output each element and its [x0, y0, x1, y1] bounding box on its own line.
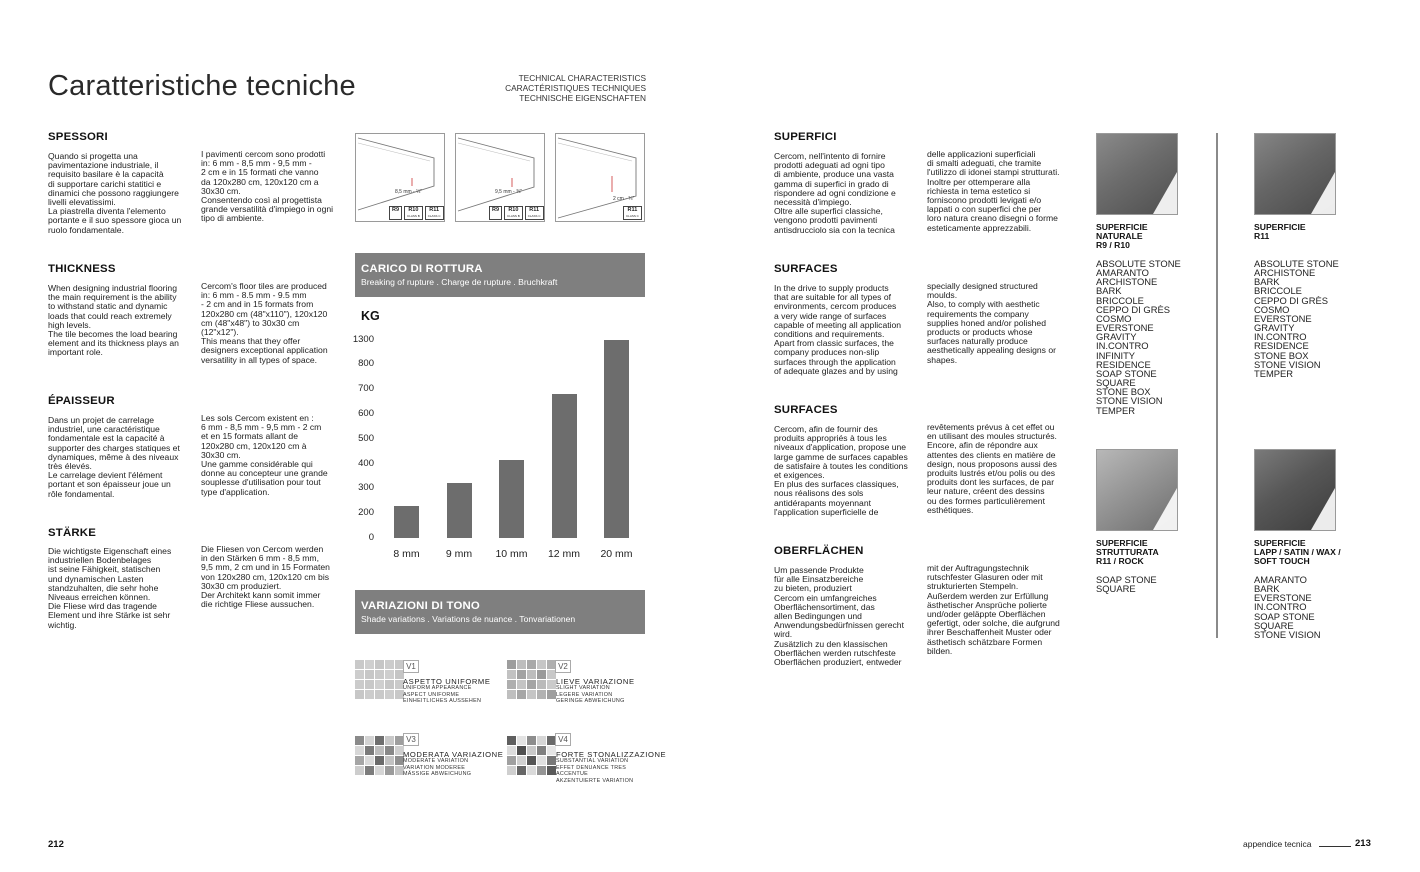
- x-tick-label: 10 mm: [495, 548, 528, 560]
- subtitle-fr: CARACTÉRISTIQUES TECHNIQUES: [505, 83, 646, 93]
- shade-item-title: FORTE STONALIZZAZIONE: [556, 750, 667, 759]
- shade-tile: [365, 690, 374, 699]
- thickness-value: 8,5 mm - ⅓": [395, 189, 423, 195]
- shade-item-v4: [507, 736, 556, 775]
- shade-item-sub: UNIFORM APPEARANCE ASPECT UNIFORME EINHEITLICHES AUSSEHEN: [403, 685, 482, 705]
- surface-product-list: ABSOLUTE STONE ARCHISTONE BARK BRICCOLE CEPPO DI GRÈS COSMO EVERSTONE GRAVITY IN.CONTRO RESIDENCE STONE BOX STONE VISION TEMPER: [1254, 258, 1339, 379]
- shade-tile: [365, 766, 374, 775]
- shade-grid-v1: [355, 660, 404, 699]
- tile-corner-shine: [1097, 134, 1177, 214]
- x-tick-label: 12 mm: [547, 548, 581, 560]
- section-text: delle applicazioni superficiali di smalti adeguati, che tramite l'utilizzo di idonei stampi strutturati. Inoltre per ottemperare alla richiesta in tema estetico si forniscono prodotti levigati e/o lappati o con superfici che per loro natura creano disegni o forme esteticamente apprezzabili.: [927, 149, 1060, 233]
- shade-code: V2: [555, 660, 571, 673]
- shade-tile: [527, 660, 536, 669]
- shade-tile: [527, 766, 536, 775]
- surface-label: SUPERFICIE LAPP / SATIN / WAX / SOFT TOUCH: [1254, 538, 1341, 567]
- surface-swatch-lapp: [1254, 449, 1336, 531]
- page-number-right: 213: [1355, 838, 1371, 849]
- y-tick-label: 1300: [352, 333, 374, 345]
- shade-tile: [507, 746, 516, 755]
- slip-badge: R9: [389, 206, 402, 220]
- shade-tile: [527, 736, 536, 745]
- shade-tile: [355, 756, 364, 765]
- shade-tile: [375, 670, 384, 679]
- shade-item-sub: MODERATE VARIATION VARIATION MODEREE MÄSSIGE ABWEICHUNG: [403, 758, 472, 778]
- section-text: Die wichtigste Eigenschaft eines industriellen Bodenbelages ist seine Fähigkeit, statischen und dynamischen Lasten standzuhalten, die sehr hohe Niveaus erreichen können. Die Fliese wird das tragende Element und ihre Stärke ist sehr wichtig.: [48, 546, 172, 630]
- shade-item-v2: [507, 660, 556, 699]
- shade-tile: [365, 746, 374, 755]
- tile-corner-shine: [1255, 450, 1335, 530]
- shade-tile: [375, 680, 384, 689]
- shade-code: V4: [555, 733, 571, 746]
- shade-tile: [537, 746, 546, 755]
- shade-tile: [537, 756, 546, 765]
- shade-header: [355, 590, 645, 634]
- shade-tile: [385, 670, 394, 679]
- shade-tile: [375, 756, 384, 765]
- shade-tile: [385, 660, 394, 669]
- surface-label: SUPERFICIE R11: [1254, 222, 1306, 242]
- thickness-value: 9,5 mm - ⅜": [495, 189, 523, 195]
- shade-tile: [355, 680, 364, 689]
- rupture-title: CARICO DI ROTTURA: [361, 263, 483, 275]
- shade-tile: [547, 690, 556, 699]
- section-heading-staerke: STÄRKE: [48, 527, 97, 539]
- tile-corner-shine: [1097, 450, 1177, 530]
- shade-item-title: ASPETTO UNIFORME: [403, 677, 491, 686]
- section-text: specially designed structured moulds. Also, to comply with aesthetic requirements the company supplies honed and/or polished products or products whose surfaces naturally produce aesthetically appealing designs or shapes.: [927, 281, 1056, 365]
- shade-tile: [355, 660, 364, 669]
- slip-badge: R10 CLASS B: [504, 206, 523, 220]
- section-text: Cercom, afin de fournir des produits appropriés à tous les niveaux d'application, propose une large gamme de surfaces capables de satisfaire à toutes les conditions et exigences. En plus des surfaces classiques, nous réalisons des sols antidérapants moyennant l'application superficielle de: [774, 424, 908, 517]
- shade-tile: [517, 660, 526, 669]
- y-tick-label: 500: [358, 432, 374, 444]
- shade-tile: [375, 736, 384, 745]
- shade-tile: [355, 766, 364, 775]
- shade-tile: [385, 736, 394, 745]
- surface-swatch-strutturata: [1096, 449, 1178, 531]
- shade-tile: [355, 746, 364, 755]
- shade-grid-v2: [507, 660, 556, 699]
- shade-subtitle: Shade variations . Variations de nuance . Tonvariationen: [361, 614, 576, 624]
- section-heading-surfaces: SURFACES: [774, 263, 838, 275]
- shade-title: VARIAZIONI DI TONO: [361, 600, 480, 612]
- y-tick-label: 0: [368, 532, 374, 543]
- x-tick-label: 9 mm: [445, 548, 473, 560]
- shade-tile: [385, 690, 394, 699]
- shade-item-title: LIEVE VARIAZIONE: [556, 677, 635, 686]
- shade-tile: [507, 756, 516, 765]
- shade-tile: [385, 680, 394, 689]
- slip-badges: [623, 206, 642, 220]
- shade-item-title: MODERATA VARIAZIONE: [403, 750, 504, 759]
- shade-tile: [527, 756, 536, 765]
- y-tick-label: 200: [358, 507, 374, 519]
- shade-tile: [355, 736, 364, 745]
- surface-label: SUPERFICIE STRUTTURATA R11 / ROCK: [1096, 538, 1159, 567]
- column-divider: [1216, 133, 1218, 638]
- shade-tile: [527, 746, 536, 755]
- section-heading-epaisseur: ÉPAISSEUR: [48, 395, 115, 407]
- shade-code: V3: [403, 733, 419, 746]
- bar: [394, 506, 419, 538]
- surface-swatch-naturale: [1096, 133, 1178, 215]
- shade-tile: [375, 660, 384, 669]
- section-text: In the drive to supply products that are suitable for all types of environments, cercom produces a very wide range of surfaces capable of meeting all application conditions and requirements. Apart from classic surfaces, the company produces non-slip surfaces through the application of adequate glazes and by using: [774, 283, 902, 376]
- section-text: Les sols Cercom existent en : 6 mm - 8,5 mm - 9,5 mm - 2 cm et en 15 formats allant de 120x280 cm, 120x120 cm à 30x30 cm. Une gamme considérable qui donne au concepteur une grande souplesse d'utilisation pour tout type d'application.: [201, 413, 328, 497]
- shade-tile: [507, 670, 516, 679]
- y-tick-label: 700: [358, 383, 374, 395]
- section-heading-oberflaechen: OBERFLÄCHEN: [774, 545, 864, 557]
- shade-code: V1: [403, 660, 419, 673]
- shade-grid-v4: [507, 736, 556, 775]
- subtitle-en: TECHNICAL CHARACTERISTICS: [518, 73, 646, 83]
- section-text: I pavimenti cercom sono prodotti in: 6 mm - 8,5 mm - 9,5 mm - 2 cm e in 15 formati che vanno da 120x280 cm, 120x120 cm a 30x30 cm. Consentendo così al progettista grande versatilità d'impiego in ogni tipo di ambiente.: [201, 149, 334, 224]
- page-title: Caratteristiche tecniche: [48, 70, 356, 102]
- page-number-left: 212: [48, 839, 64, 850]
- slip-badge: R11 CLASS C: [525, 206, 544, 220]
- tile-corner-shine: [1255, 134, 1335, 214]
- y-tick-label: 600: [358, 408, 374, 419]
- shade-tile: [385, 766, 394, 775]
- section-text: When designing industrial flooring the main requirement is the ability to withstand static and dynamic loads that could reach extremely high levels. The tile becomes the load bearing element and its thickness plays an important role.: [48, 283, 179, 358]
- shade-tile: [385, 756, 394, 765]
- section-heading-surfaces-fr: SURFACES: [774, 404, 838, 416]
- section-text: Dans un projet de carrelage industriel, une caractéristique fondamentale est la capacité à supporter des charges statiques et dynamiques, même à des niveaux très élevés. Le carrelage devient l'élément portant et son épaisseur joue un rôle fondamental.: [48, 415, 180, 499]
- shade-tile: [517, 680, 526, 689]
- shade-tile: [365, 660, 374, 669]
- slip-badge: R10 CLASS B: [404, 206, 423, 220]
- slip-badge: R9: [489, 206, 502, 220]
- shade-tile: [517, 746, 526, 755]
- shade-tile: [517, 766, 526, 775]
- rupture-header: [355, 253, 645, 297]
- shade-tile: [547, 756, 556, 765]
- shade-tile: [375, 690, 384, 699]
- thickness-value: 2 cm - ¾": [613, 196, 635, 202]
- slip-badge: R11 CLASS C: [623, 206, 642, 220]
- slip-badge: R11 CLASS C: [425, 206, 444, 220]
- shade-tile: [547, 680, 556, 689]
- shade-tile: [355, 670, 364, 679]
- slip-badges: [389, 206, 444, 220]
- shade-tile: [375, 766, 384, 775]
- shade-tile: [537, 670, 546, 679]
- surface-product-list: SOAP STONE SQUARE: [1096, 574, 1157, 595]
- shade-tile: [507, 680, 516, 689]
- shade-tile: [537, 660, 546, 669]
- bar: [447, 483, 472, 538]
- x-tick-label: 8 mm: [393, 548, 420, 560]
- shade-tile: [537, 680, 546, 689]
- shade-item-v1: [355, 660, 404, 699]
- page-subtitles: [470, 73, 646, 103]
- section-text: Um passende Produkte für alle Einsatzbereiche zu bieten, produziert Cercom ein umfangreiches Oberflächensortiment, das allen Bedingungen und Anwendungsbedürfnissen gerecht wird. Zusätzlich zu den klassischen Oberflächen werden rutschfeste Oberflächen produziert, entweder: [774, 565, 904, 668]
- shade-tile: [507, 736, 516, 745]
- shade-tile: [547, 746, 556, 755]
- shade-tile: [507, 766, 516, 775]
- shade-item-sub: SLIGHT VARIATION LEGERE VARIATION GERINGE ABWEICHUNG: [556, 685, 625, 705]
- section-text: mit der Auftragungstechnik rutschfester Glasuren oder mit strukturierten Stempeln. Außerdem werden zur Erfüllung ästhetischer Ansprüche polierte und/oder geläppte Oberflächen gefertigt, oder solche, die aufgrund ihrer Beschaffenheit Muster oder ästhetisch schätzbare Formen bilden.: [927, 563, 1060, 656]
- shade-tile: [375, 746, 384, 755]
- shade-tile: [365, 680, 374, 689]
- surface-label: SUPERFICIE NATURALE R9 / R10: [1096, 222, 1148, 251]
- shade-tile: [517, 670, 526, 679]
- x-tick-label: 20 mm: [600, 548, 633, 560]
- section-text: Die Fliesen von Cercom werden in den Stärken 6 mm - 8,5 mm, 9,5 mm, 2 cm und in 15 Formaten von 120x280 cm, 120x120 cm bis 30x30 cm produziert. Der Architekt kann somit immer die richtige Fliese aussuchen.: [201, 544, 330, 610]
- shade-tile: [365, 670, 374, 679]
- shade-tile: [547, 766, 556, 775]
- section-text: Cercom's floor tiles are produced in: 6 mm - 8.5 mm - 9.5 mm - 2 cm and in 15 formats from 120x280 cm (48"x110"), 120x120 cm (48"x48") to 30x30 cm (12"x12"). This means that they offer designers exceptional application versatility in all types of space.: [201, 281, 328, 365]
- shade-tile: [517, 756, 526, 765]
- y-tick-label: 400: [358, 457, 374, 469]
- shade-tile: [507, 660, 516, 669]
- shade-item-sub: SUBSTANTIAL VARIATION EFFET DENUANCE TRES ACCENTUE AKZENTUIERTE VARIATION: [556, 758, 634, 784]
- shade-tile: [537, 690, 546, 699]
- section-heading-spessori: SPESSORI: [48, 131, 108, 143]
- section-heading-superfici: SUPERFICI: [774, 131, 837, 143]
- section-text: revêtements prévus à cet effet ou en utilisant des moules structurés. Encore, afin de répondre aux attentes des clients en matière de design, nous proposons aussi des produits lustrés et/ou polis ou des produits dont les surfaces, de par leur nature, créent des dessins ou des formes particulièrement esthétiques.: [927, 422, 1057, 515]
- shade-tile: [527, 680, 536, 689]
- footer-rule: [1319, 846, 1351, 847]
- surface-product-list: ABSOLUTE STONE AMARANTO ARCHISTONE BARK BRICCOLE CEPPO DI GRÈS COSMO EVERSTONE GRAVITY IN.CONTRO INFINITY RESIDENCE SOAP STONE SQUARE STONE BOX STONE VISION TEMPER: [1096, 258, 1181, 416]
- bar: [552, 394, 577, 538]
- shade-tile: [527, 670, 536, 679]
- shade-tile: [517, 690, 526, 699]
- shade-tile: [355, 690, 364, 699]
- shade-tile: [537, 766, 546, 775]
- surface-swatch-r11: [1254, 133, 1336, 215]
- shade-tile: [527, 690, 536, 699]
- shade-tile: [537, 736, 546, 745]
- section-heading-thickness: THICKNESS: [48, 263, 116, 275]
- section-text: Cercom, nell'intento di fornire prodotti adeguati ad ogni tipo di ambiente, produce una vasta gamma di superfici in grado di rispondere ad ogni condizione e necessità d'impiego. Oltre alle superfici classiche, vengono prodotti pavimenti antisdrucciolo sia con la tecnica: [774, 151, 896, 235]
- bar: [604, 340, 629, 538]
- shade-tile: [365, 736, 374, 745]
- footer-section-label: appendice tecnica: [1243, 839, 1312, 849]
- shade-item-v3: [355, 736, 404, 775]
- bar: [499, 460, 524, 538]
- section-text: Quando si progetta una pavimentazione industriale, il requisito basilare è la capacità di supportare carichi statitici e dinamici che possono raggiungere livelli elevatissimi. La piastrella diventa l'elemento portante e il suo spessore gioca un ruolo fondamentale.: [48, 151, 182, 235]
- y-tick-label: 300: [358, 482, 374, 494]
- y-tick-label: 800: [358, 358, 374, 370]
- shade-tile: [517, 736, 526, 745]
- surface-product-list: AMARANTO BARK EVERSTONE IN.CONTRO SOAP STONE SQUARE STONE VISION: [1254, 574, 1321, 640]
- rupture-bar-chart: [344, 330, 644, 560]
- shade-tile: [385, 746, 394, 755]
- slip-badges: [489, 206, 544, 220]
- rupture-subtitle: Breaking of rupture . Charge de rupture . Bruchkraft: [361, 277, 558, 287]
- shade-tile: [507, 690, 516, 699]
- shade-grid-v3: [355, 736, 404, 775]
- subtitle-de: TECHNISCHE EIGENSCHAFTEN: [519, 93, 646, 103]
- chart-y-label: KG: [361, 309, 380, 323]
- shade-tile: [365, 756, 374, 765]
